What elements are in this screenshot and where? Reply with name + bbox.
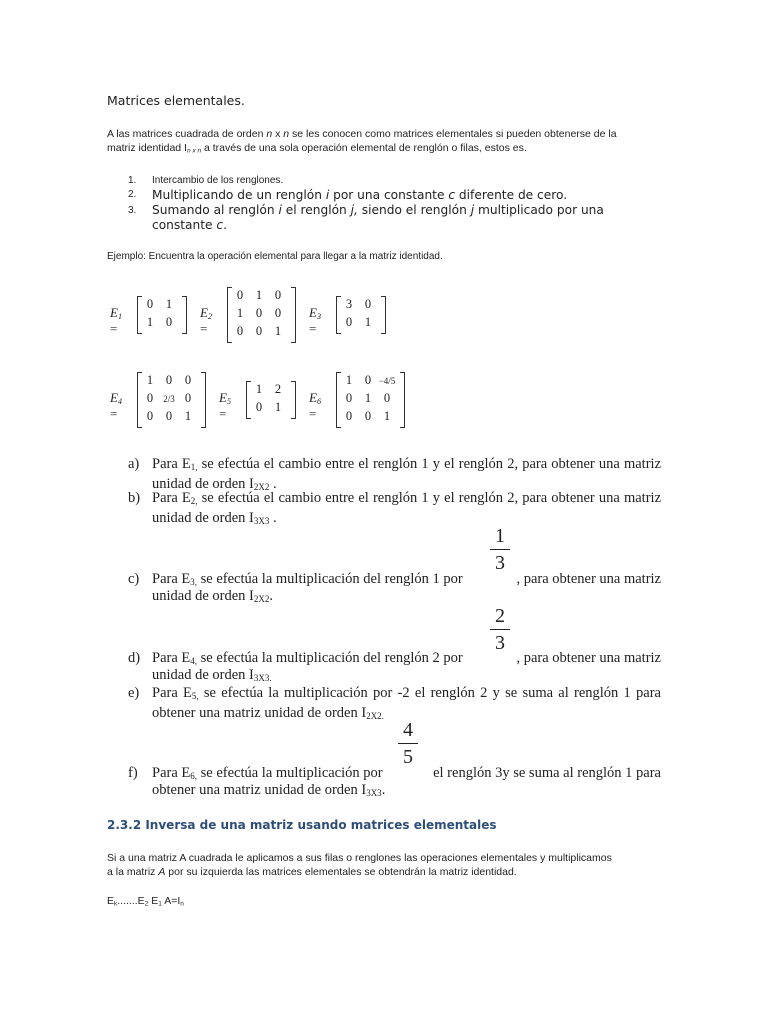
matrix-entry: 1 (383, 409, 391, 423)
matrix-entry: 0 (364, 297, 372, 311)
matrix-entry: 0 (184, 391, 192, 405)
matrix-entry: 0 (383, 391, 391, 405)
explanation-item-c: c) Para $E_{3,}$ se efectúa la multiplicación del renglón 1 por , para obtener una matriz unidad de orden $I_{2X2}$. (128, 571, 661, 605)
matrix-entry: 0 (236, 288, 244, 302)
matrix-label: $E_6$ = (309, 390, 321, 421)
section-paragraph (107, 851, 667, 879)
matrix-entry: 0 (146, 297, 154, 311)
fraction-four-fifths: 4 5 (396, 720, 420, 767)
operation-item-3: 3. Sumando al renglón i el renglón j, siendo el renglón j multiplicado por una constante c. (128, 203, 604, 232)
matrix-entry: 0 (146, 409, 154, 423)
matrix-entry: 1 (146, 373, 154, 387)
matrix-entry: 0 (165, 409, 173, 423)
matrix-label: $E_5$ = (219, 390, 231, 421)
matrix-entry: 0 (255, 324, 263, 338)
matrix-entry: 0 (236, 324, 244, 338)
matrix-entry: 1 (236, 306, 244, 320)
matrix-entry: 0 (255, 400, 263, 414)
matrix-bracket-right (182, 296, 187, 334)
intro-line-1: A las matrices cuadrada de orden n x n se les conocen como matrices elementales si pueden obtenerse de la (107, 128, 617, 140)
matrix-label: $E_2$ = (200, 305, 212, 336)
explanation-item-a: a) Para $E_{1,}$ se efectúa el cambio entre el renglón 1 y el renglón 2, para obtener una matriz unidad de orden $I_{2X2}$ . (128, 456, 662, 493)
example-heading: Ejemplo: Encuentra la operación elemental para llegar a la matriz identidad. (107, 251, 443, 262)
matrix-entry: 1 (146, 315, 154, 329)
matrix-label: $E_4$ = (110, 390, 122, 421)
matrix-label: $E_3$ = (309, 305, 321, 336)
formula-line: $E_k.......E_2$ $E_1$ $A=I_n$ (107, 895, 184, 908)
matrix-bracket-left (137, 296, 142, 334)
page-title: Matrices elementales. (107, 93, 245, 108)
matrix-bracket-right (291, 381, 296, 419)
matrix-entry: 0 (364, 373, 372, 387)
matrix-entry: 0 (165, 373, 173, 387)
matrix-entry: 1 (364, 315, 372, 329)
fraction-one-third: 1 3 (488, 526, 512, 573)
section-heading: 2.3.2 Inversa de una matriz usando matrices elementales (107, 818, 497, 832)
matrix-bracket-left (137, 372, 142, 428)
matrix-entry: 1 (274, 324, 282, 338)
matrix-entry: 3 (345, 297, 353, 311)
fraction-two-thirds: 2 3 (488, 606, 512, 653)
operations-list (128, 174, 662, 233)
matrix-bracket-right (400, 372, 405, 428)
operation-item-1: 1. Intercambio de los renglones. (128, 175, 284, 186)
matrix-entry: 0 (255, 306, 263, 320)
matrix-entry: 0 (364, 409, 372, 423)
matrix-entry: 0 (345, 315, 353, 329)
matrix-label: $E_1$ = (110, 305, 122, 336)
matrix-bracket-right (201, 372, 206, 428)
intro-paragraph (107, 127, 667, 159)
matrix-entry: 0 (345, 409, 353, 423)
explanation-item-f: f) Para $E_{6,}$ se efectúa la multiplicación por el renglón 3y se suma al renglón 1 para obtener una matriz unidad de orden $I_{3X3}$. (128, 765, 661, 799)
matrix-entry: 0 (274, 288, 282, 302)
matrix-entry: 1 (345, 373, 353, 387)
section-paragraph-line-1: Si a una matriz A cuadrada le aplicamos a sus filas o renglones las operaciones elementales y multiplicamos (107, 852, 612, 864)
matrix-entry: 0 (274, 306, 282, 320)
matrix-entry: 0 (146, 391, 154, 405)
matrix-bracket-right (381, 296, 386, 334)
matrix-bracket-left (227, 287, 232, 343)
intro-line-2: matriz identidad $I_{n x n}$ a través de una sola operación elemental de renglón o filas, estos es. (107, 142, 527, 155)
matrix-entry: 1 (274, 400, 282, 414)
section-paragraph-line-2: a la matriz A por su izquierda las matrices elementales se obtendrán la matriz identidad. (107, 866, 517, 878)
matrix-entry: 1 (184, 409, 192, 423)
matrix-entry: 0 (165, 315, 173, 329)
explanation-item-e: e) Para $E_{5,}$ se efectúa la multiplicación por -2 el renglón 2 y se suma al renglón 1 para obtener una matriz unidad de orden $I_{2X2.}$ (128, 685, 661, 722)
explanation-item-b: b) Para $E_{2,}$ se efectúa el cambio entre el renglón 1 y el renglón 2, para obtener una matriz unidad de orden $I_{3X3}$ . (128, 490, 662, 527)
matrix-entry: 1 (255, 382, 263, 396)
operation-item-2: 2. Multiplicando de un renglón i por una constante c diferente de cero. (128, 188, 568, 202)
matrix-entry: 1 (364, 391, 372, 405)
matrix-entry: 2 (274, 382, 282, 396)
matrix-entry: −4/5 (378, 376, 396, 386)
matrix-entry: 0 (345, 391, 353, 405)
matrix-bracket-left (336, 296, 341, 334)
matrix-bracket-left (336, 372, 341, 428)
matrix-entry: 1 (165, 297, 173, 311)
explanation-item-d: d) Para $E_{4,}$ se efectúa la multiplicación del renglón 2 por , para obtener una matriz unidad de orden $I_{3X3.}$ (128, 650, 661, 684)
matrix-bracket-right (291, 287, 296, 343)
matrix-entry: 0 (184, 373, 192, 387)
matrix-entry: 1 (255, 288, 263, 302)
matrix-bracket-left (246, 381, 251, 419)
matrix-entry: 2/3 (163, 394, 175, 404)
